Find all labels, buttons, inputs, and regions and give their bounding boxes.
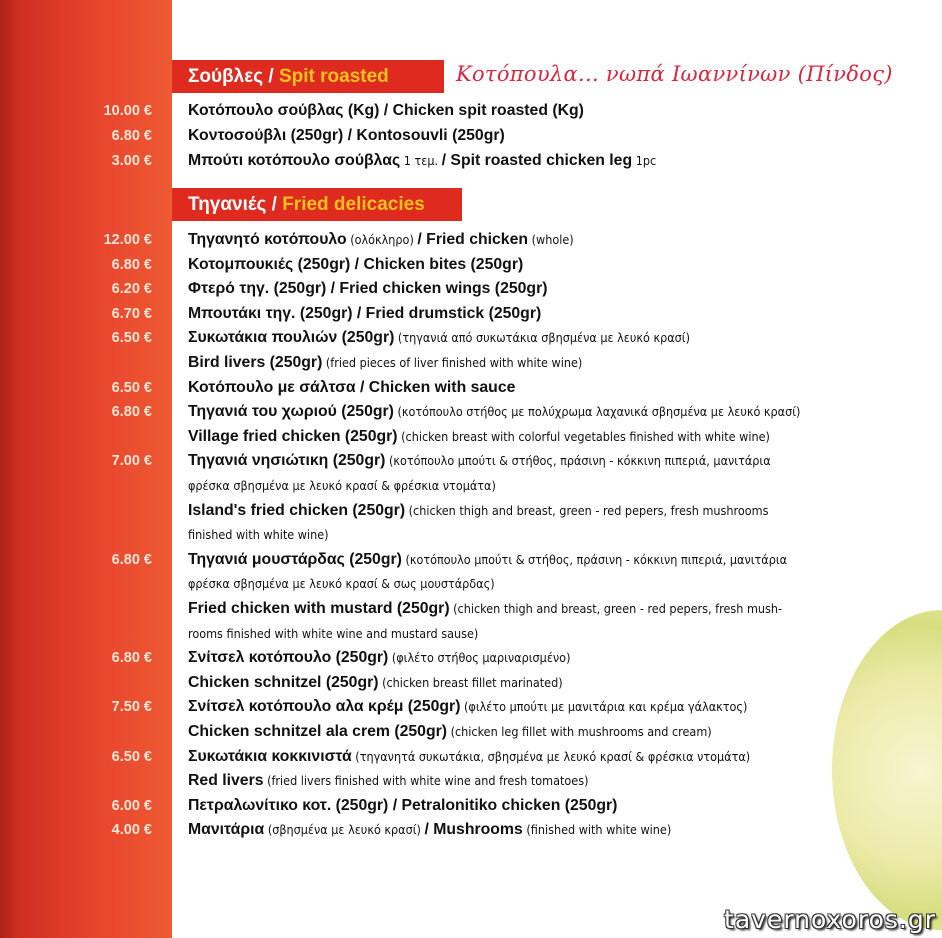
item-name: Φτερό τηγ. (250gr) / Fried chicken wings (250gr) bbox=[188, 280, 548, 298]
item-name: Πετραλωνίτικο κοτ. (250gr) / Petralonitiko chicken (250gr) bbox=[188, 796, 618, 814]
menu-item-line bbox=[188, 400, 922, 424]
menu-item-line bbox=[188, 99, 922, 123]
item-name: Κοντοσούβλι (250gr) / Kontosouvli (250gr) bbox=[188, 127, 505, 144]
item-name: Μανιτάρια bbox=[188, 821, 265, 839]
item-name: Chicken schnitzel ala crem (250gr) bbox=[188, 723, 447, 740]
item-description: (φιλέτο μπούτι με μανιτάρια και κρέμα γάλακτος) bbox=[460, 699, 748, 715]
menu-item-line bbox=[188, 720, 922, 744]
item-name: / Spit roasted chicken leg bbox=[441, 152, 633, 169]
item-description: (fried livers finished with white wine and fresh tomatoes) bbox=[263, 773, 589, 789]
menu-item-line bbox=[188, 425, 922, 449]
item-description: (φιλέτο στήθος μαριναρισμένο) bbox=[388, 650, 571, 666]
menu-item-line bbox=[188, 149, 922, 173]
item-name: / Fried chicken bbox=[417, 231, 529, 248]
item-name: / Mushrooms bbox=[424, 821, 523, 839]
item-price: 6.50 € bbox=[111, 330, 152, 347]
section-title-separator: / bbox=[263, 66, 279, 87]
section-title-greek: Τηγανιές bbox=[188, 194, 267, 215]
item-description: (ολόκληρο) bbox=[346, 232, 418, 247]
item-description: (chicken thigh and breast, green - red pepers, fresh mushrooms bbox=[405, 502, 769, 518]
item-price: 6.50 € bbox=[111, 379, 152, 396]
menu-item-line bbox=[188, 597, 922, 621]
menu-item-line bbox=[188, 646, 922, 670]
item-name: Red livers bbox=[188, 772, 264, 790]
menu-item-line bbox=[188, 572, 922, 596]
item-price: 6.20 € bbox=[111, 281, 152, 298]
menu-item-line bbox=[188, 794, 922, 818]
item-price: 10.00 € bbox=[103, 103, 152, 119]
item-description: (chicken breast with colorful vegetables finished with white wine) bbox=[397, 428, 770, 444]
item-description: (κοτόπουλο μπούτι & στήθος, πράσινη - κόκκινη πιπεριά, μανιτάρια bbox=[385, 453, 771, 469]
section-title-english: Fried delicacies bbox=[282, 194, 425, 215]
item-price: 6.80 € bbox=[111, 404, 152, 421]
item-name: Village fried chicken (250gr) bbox=[188, 427, 398, 445]
item-name: Μπουτάκι τηγ. (250gr) / Fried drumstick (250gr) bbox=[188, 304, 542, 322]
item-description: (finished with white wine) bbox=[522, 822, 672, 838]
item-description: (chicken thigh and breast, green - red pepers, fresh mush- bbox=[449, 601, 783, 616]
item-price: 6.80 € bbox=[111, 650, 152, 667]
item-name: Κοτομπουκιές (250gr) / Chicken bites (250gr) bbox=[188, 255, 524, 273]
watermark: tavernoxoros.gr bbox=[724, 905, 936, 934]
menu-item-line bbox=[188, 745, 922, 769]
item-name: Τηγανητό κοτόπουλο bbox=[188, 231, 347, 248]
item-name: Fried chicken with mustard (250gr) bbox=[188, 600, 450, 617]
tagline: Κοτόπουλα... νωπά Ιωαννίνων (Πίνδος) bbox=[456, 62, 893, 86]
item-description: 1 τεμ. bbox=[400, 153, 442, 168]
item-price: 12.00 € bbox=[103, 232, 152, 248]
menu-item-line bbox=[188, 302, 922, 326]
menu-item-line bbox=[188, 228, 922, 252]
menu-item-line bbox=[188, 695, 922, 719]
item-description: (κοτόπουλο στήθος με πολύχρωμα λαχανικά σβησμένα με λευκό κρασί) bbox=[393, 404, 801, 420]
menu-item-line bbox=[188, 351, 922, 375]
menu-item-line bbox=[188, 499, 922, 523]
item-description: φρέσκα σβησμένα με λευκό κρασί & φρέσκια ντομάτα) bbox=[188, 478, 496, 493]
menu-item-line bbox=[188, 376, 922, 400]
menu-item-line bbox=[188, 253, 922, 277]
item-price: 6.80 € bbox=[111, 256, 152, 273]
item-description: (fried pieces of liver finished with white wine) bbox=[322, 355, 583, 370]
menu-item-line bbox=[188, 769, 922, 793]
section-header-spit-roasted bbox=[172, 60, 444, 93]
item-name: Chicken schnitzel (250gr) bbox=[188, 673, 379, 691]
menu-item-line bbox=[188, 326, 922, 350]
menu-item-line bbox=[188, 474, 922, 498]
item-description: (τηγανητά συκωτάκια, σβησμένα με λευκό κρασί & φρέσκια ντομάτα) bbox=[351, 748, 751, 764]
item-price: 6.80 € bbox=[111, 128, 152, 144]
item-name: Σνίτσελ κοτόπουλο (250gr) bbox=[188, 649, 389, 667]
item-price: 6.70 € bbox=[111, 305, 152, 322]
item-name: Συκωτάκια πουλιών (250gr) bbox=[188, 329, 395, 347]
item-name: Συκωτάκια κοκκινιστά bbox=[188, 747, 352, 765]
item-price: 4.00 € bbox=[111, 822, 152, 839]
item-name: Τηγανιά του χωριού (250gr) bbox=[188, 403, 394, 421]
item-price: 7.00 € bbox=[111, 453, 152, 470]
item-name: Σνίτσελ κοτόπουλο αλα κρέμ (250gr) bbox=[188, 698, 461, 716]
item-description: (σβησμένα με λευκό κρασί) bbox=[264, 822, 425, 838]
item-description: (κοτόπουλο μπούτι & στήθος, πράσινη - κόκκινη πιπεριά, μανιτάρια bbox=[401, 551, 788, 567]
menu-item-line bbox=[188, 449, 922, 473]
menu-item-line bbox=[188, 277, 922, 301]
item-description: 1pc bbox=[632, 153, 657, 168]
item-name: Bird livers (250gr) bbox=[188, 354, 323, 371]
section-title-english: Spit roasted bbox=[278, 66, 389, 87]
item-name: Κοτόπουλο με σάλτσα / Chicken with sauce bbox=[188, 378, 516, 396]
menu-item-line bbox=[188, 671, 922, 695]
item-description: rooms finished with white wine and mustard sause) bbox=[188, 625, 479, 641]
item-name: Τηγανιά νησιώτικη (250gr) bbox=[188, 452, 386, 470]
item-description: (chicken breast fillet marinated) bbox=[378, 674, 563, 690]
item-price: 3.00 € bbox=[111, 153, 152, 169]
item-name: Μπούτι κοτόπουλο σούβλας bbox=[188, 152, 401, 169]
menu-item-line bbox=[188, 124, 922, 148]
section-title-separator: / bbox=[266, 194, 283, 215]
section-title-greek: Σούβλες bbox=[188, 66, 264, 87]
item-description: (τηγανιά από συκωτάκια σβησμένα με λευκό κρασί) bbox=[394, 330, 690, 346]
item-name: Τηγανιά μουστάρδας (250gr) bbox=[188, 550, 402, 568]
menu-item-line bbox=[188, 523, 922, 547]
item-price: 6.50 € bbox=[111, 748, 152, 765]
menu-item-line bbox=[188, 818, 922, 842]
item-name: Κοτόπουλο σούβλας (Kg) / Chicken spit roasted (Kg) bbox=[188, 102, 584, 119]
item-description: φρέσκα σβησμένα με λευκό κρασί & σως μουστάρδας) bbox=[188, 576, 495, 592]
item-description: (chicken leg fillet with mushrooms and cream) bbox=[447, 724, 712, 739]
section-header-fried bbox=[172, 188, 462, 221]
item-price: 6.00 € bbox=[111, 797, 152, 814]
item-description: (whole) bbox=[528, 232, 574, 247]
item-price: 6.80 € bbox=[111, 551, 152, 568]
item-price: 7.50 € bbox=[111, 699, 152, 716]
menu-item-line bbox=[188, 622, 922, 646]
item-name: Island's fried chicken (250gr) bbox=[188, 501, 406, 519]
menu-item-line bbox=[188, 548, 922, 572]
item-description: finished with white wine) bbox=[188, 527, 329, 543]
